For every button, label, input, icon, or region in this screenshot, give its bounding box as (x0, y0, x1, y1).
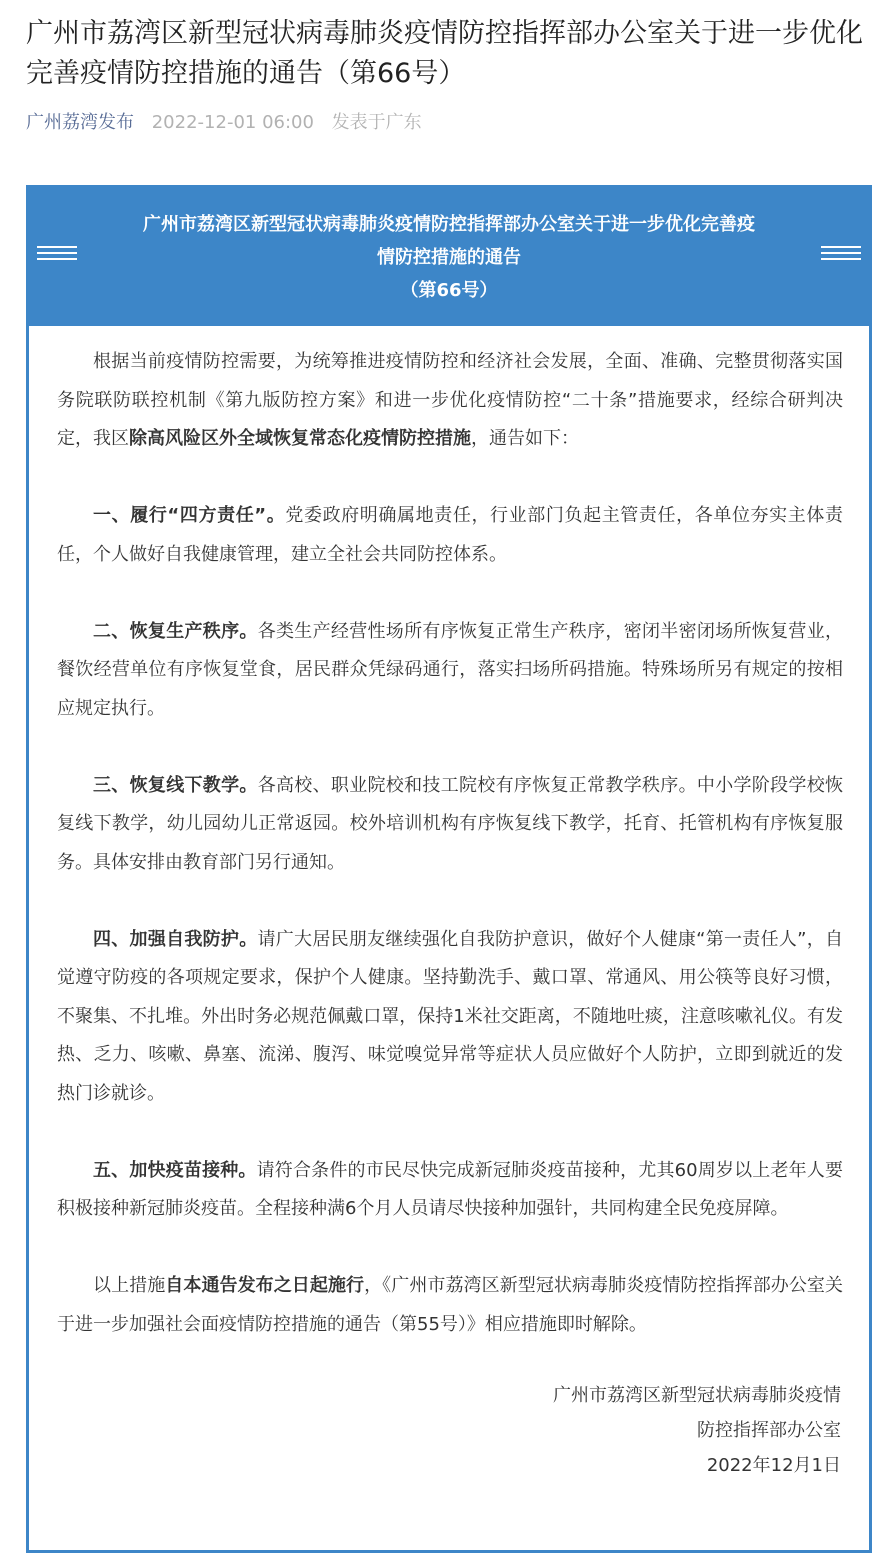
closing-emphasis: 自本通告发布之日起施行 (165, 1275, 365, 1296)
signature-org-line-2: 防控指挥部办公室 (697, 1420, 841, 1441)
measure-paragraph: 四、加强自我防护。请广大居民朋友继续强化自我防护意识，做好个人健康“第一责任人”，自觉遵守防疫的各项规定要求，保护个人健康。坚持勤洗手、戴口罩、常通风、用公筷等良好习惯，不聚集、不扎堆。外出时务必规范佩戴口罩，保持1米社交距离，不随地吐痰，注意咳嗽礼仪。有发热、乏力、咳嗽、鼻塞、流涕、腹泻、味觉嗅觉异常等症状人员应做好个人防护，立即到就近的发热门诊就诊。 (57, 928, 844, 1104)
signature-date: 2022年12月1日 (706, 1455, 841, 1476)
measure-heading: 一、履行“四方责任”。 (93, 505, 286, 526)
signature-block (553, 1378, 841, 1483)
measure-heading: 五、加快疫苗接种。 (93, 1159, 257, 1181)
source-account-link[interactable]: 广州荔湾发布 (26, 112, 134, 133)
measure-paragraph: 五、加快疫苗接种。请符合条件的市民尽快完成新冠肺炎疫苗接种，尤其60周岁以上老年人要积极接种新冠肺炎疫苗。全程接种满6个月人员请尽快接种加强针，共同构建全民免疫屏障。 (57, 1159, 844, 1219)
intro-paragraph: 根据当前疫情防控需要，为统筹推进疫情防控和经济社会发展，全面、准确、完整贯彻落实国务院联防联控机制《第九版防控方案》和进一步优化疫情防控“二十条”措施要求，经综合研判决定，我区除高风险区外全域恢复常态化疫情防控措施，通告如下： (57, 351, 843, 449)
intro-emphasis: 除高风险区外全域恢复常态化疫情防控措施 (129, 428, 471, 449)
notice-frame (26, 185, 872, 1553)
banner-title-line-1: 广州市荔湾区新型冠状病毒肺炎疫情防控指挥部办公室关于进一步优化完善疫 (143, 214, 755, 235)
measure-paragraph: 三、恢复线下教学。各高校、职业院校和技工院校有序恢复正常教学秩序。中小学阶段学校恢复线下教学，幼儿园幼儿正常返园。校外培训机构有序恢复线下教学，托育、托管机构有序恢复服务。具体安排由教育部门另行通知。 (57, 774, 843, 873)
article-title: 广州市荔湾区新型冠状病毒肺炎疫情防控指挥部办公室关于进一步优化完善疫情防控措施的通告（第66号） (26, 18, 863, 89)
measure-heading: 三、恢复线下教学。 (93, 774, 258, 796)
notice-banner-title (104, 208, 794, 307)
measure-paragraph: 二、恢复生产秩序。各类生产经营性场所有序恢复正常生产秩序，密闭半密闭场所恢复营业，餐饮经营单位有序恢复堂食，居民群众凭绿码通行，落实扫场所码措施。特殊场所另有规定的按相应规定执行。 (57, 620, 843, 719)
measure-heading: 四、加强自我防护。 (93, 928, 258, 950)
notice-body (57, 343, 843, 1383)
article-meta (26, 110, 422, 136)
publish-location: 发表于广东 (331, 112, 422, 133)
decorative-lines-left (37, 246, 77, 262)
publish-time: 2022-12-01 06:00 (151, 112, 314, 133)
signature-org-line-1: 广州市荔湾区新型冠状病毒肺炎疫情 (553, 1385, 841, 1406)
measure-heading: 二、恢复生产秩序。 (93, 620, 258, 642)
measure-paragraph: 一、履行“四方责任”。党委政府明确属地责任，行业部门负起主管责任，各单位夯实主体责任，个人做好自我健康管理，建立全社会共同防控体系。 (57, 505, 843, 565)
closing-paragraph: 以上措施自本通告发布之日起施行，《广州市荔湾区新型冠状病毒肺炎疫情防控指挥部办公室关于进一步加强社会面疫情防控措施的通告（第55号）》相应措施即时解除。 (57, 1275, 844, 1335)
decorative-lines-right (821, 246, 861, 262)
banner-title-line-2: 情防控措施的通告 (377, 247, 521, 268)
notice-banner (29, 188, 869, 326)
banner-title-number: （第66号） (400, 280, 498, 301)
